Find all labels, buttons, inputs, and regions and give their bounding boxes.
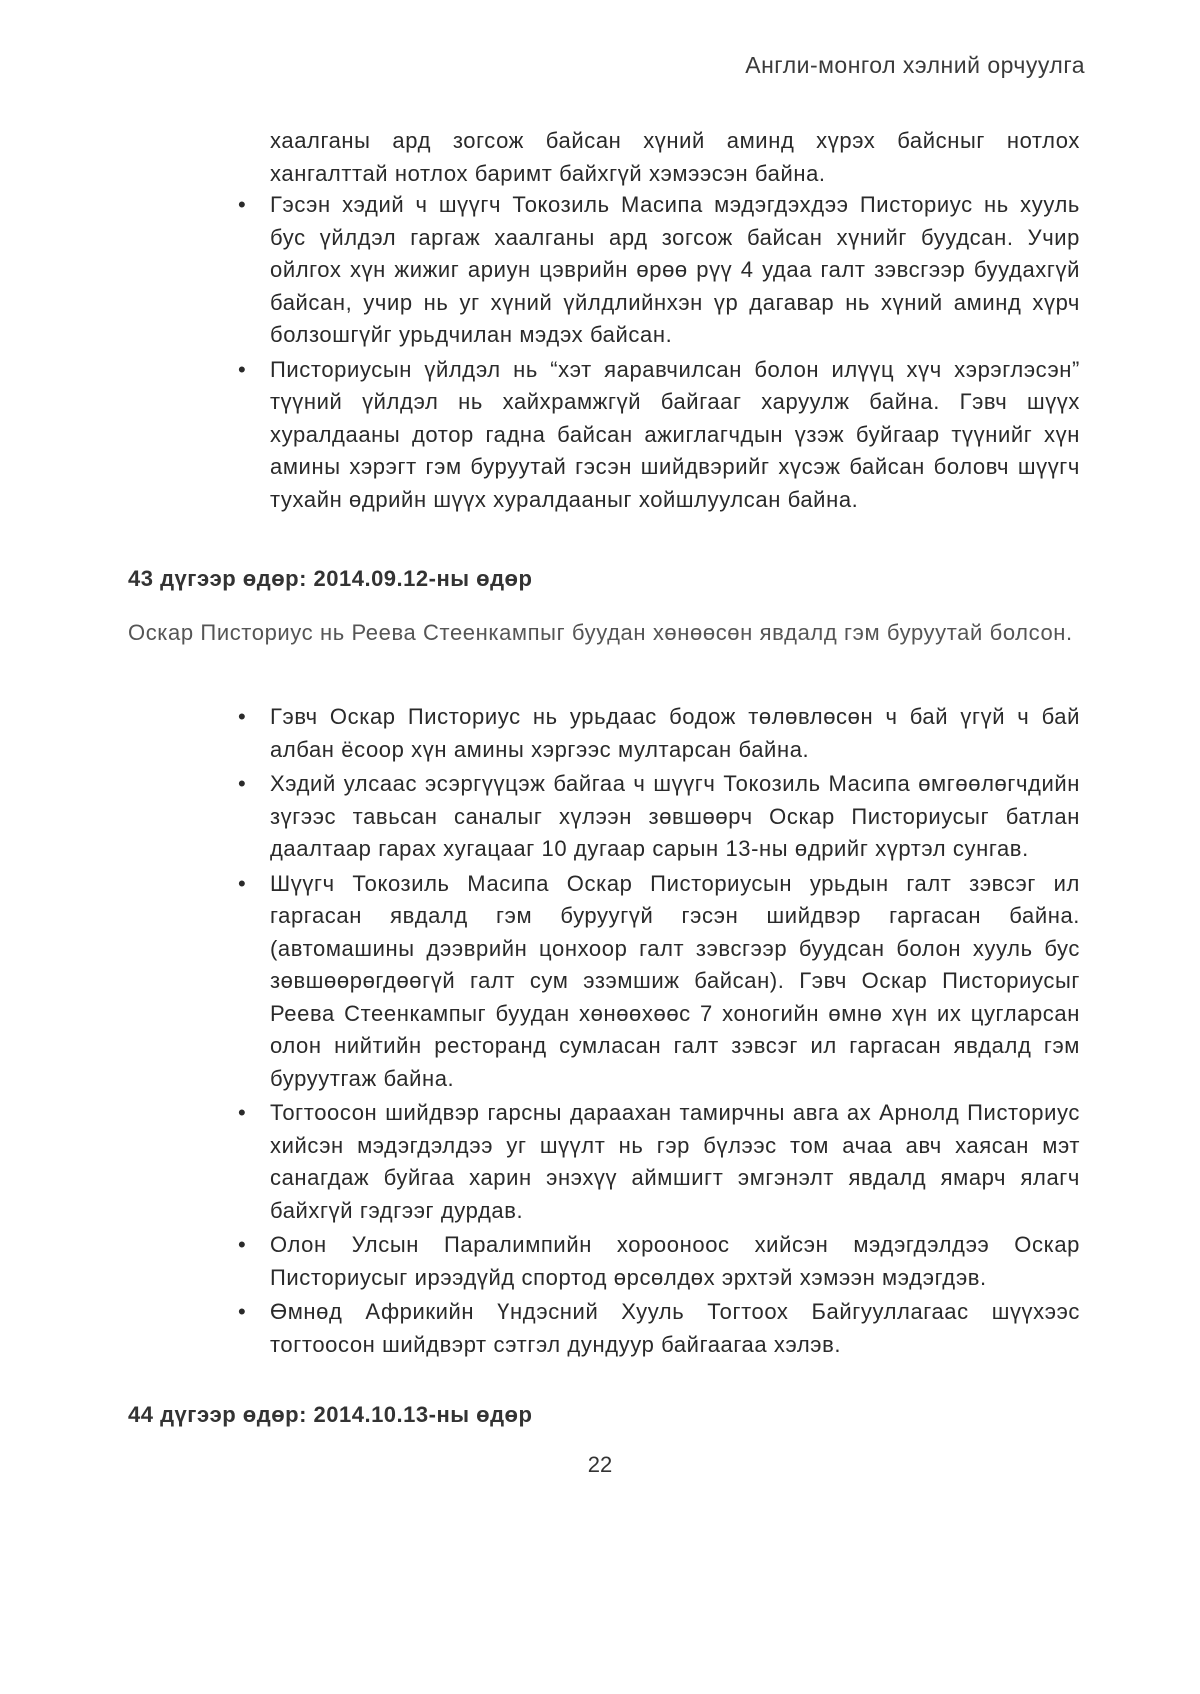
list-item-text: Гэвч Оскар Писториус нь урьдаас бодож төлөвлөсөн ч бай үгүй ч бай албан ёсоор хүн амины хэргээс мултарсан байна. [270, 704, 1080, 762]
section-heading-day-44: 44 дүгээр өдөр: 2014.10.13-ны өдөр [128, 1402, 533, 1427]
bullet-icon: • [238, 192, 247, 217]
list-item [238, 1097, 1080, 1227]
list-item-text: Олон Улсын Паралимпийн хорооноос хийсэн мэдэгдэлдээ Оскар Писториусыг ирээдүйд спортод өрсөлдөх эрхтэй хэмээн мэдэгдэв. [270, 1232, 1080, 1290]
bullet-list-1 [238, 189, 1080, 518]
bullet-icon: • [238, 356, 247, 382]
list-item-text: Хэдий улсаас эсэргүүцэж байгаа ч шүүгч Токозиль Масипа өмгөөлөгчдийн зүгээс тавьсан саналыг хүлээн зөвшөөрч Оскар Писториусыг батлан даалтаар гарах хугацааг 10 дугаар сарын 13-ны өдрийг хүртэл сунгав. [270, 771, 1080, 861]
running-header: Англи-монгол хэлний орчуулга [745, 52, 1085, 78]
list-item [238, 1296, 1080, 1361]
list-item [238, 701, 1080, 766]
bullet-list-2 [238, 701, 1080, 1363]
bullet-icon: • [238, 1299, 247, 1324]
bullet-icon: • [238, 1100, 247, 1125]
section-intro-paragraph: Оскар Писториус нь Реева Стеенкампыг буудан хөнөөсөн явдалд гэм буруутай болсон. [128, 620, 1073, 645]
page-number: 22 [587, 1452, 613, 1477]
bullet-icon: • [238, 1232, 247, 1257]
section-heading-day-43: 43 дүгээр өдөр: 2014.09.12-ны өдөр [128, 566, 533, 591]
continuation-text: хаалганы ард зогсож байсан хүний аминд хүрэх байсныг нотлох хангалттай нотлох баримт байхгүй хэмээсэн байна. [270, 128, 1080, 186]
list-item [238, 354, 1080, 517]
list-item [238, 1229, 1080, 1294]
list-item-text: Писториусын үйлдэл нь “хэт яаравчилсан болон илүүц хүч хэрэглэсэн” түүний үйлдэл нь хайхрамжгүй байгааг харуулж байна. Гэвч шүүх хуралдааны дотор гадна байсан ажиглагчдын үзэж буйгаар түүнийг хүн амины хэрэгт гэм буруутай гэсэн шийдвэрийг хүсэж байсан боловч шүүгч тухайн өдрийн шүүх хуралдааныг хойшлуулсан байна. [270, 356, 1080, 512]
bullet-icon: • [238, 704, 247, 729]
list-item-text: Гэсэн хэдий ч шүүгч Токозиль Масипа мэдэгдэхдээ Писториус нь хууль бус үйлдэл гаргаж хаалганы ард зогсож байсан хүнийг буудсан. Учир ойлгох хүн жижиг ариун цэврийн өрөө рүү 4 удаа галт зэвсгээр буудахгүй байсан, учир нь уг хүний үйлдлийнхэн үр дагавар нь хүний аминд хүрч болзошгүйг урьдчилан мэдэх байсан. [270, 192, 1080, 347]
list-item [238, 868, 1080, 1096]
list-item-text: Шүүгч Токозиль Масипа Оскар Писториусын урьдын галт зэвсэг ил гаргасан явдалд гэм буруугүй гэсэн шийдвэр гаргасан байна. (автомашины дээврийн цонхоор галт зэвсгээр буудсан болон хууль бус зөвшөөрөгдөөгүй галт сум эзэмшиж байсан). Гэвч Оскар Писториусыг Реева Стеенкампыг буудан хөнөөхөөс 7 хоногийн өмнө хүн их цугларсан олон нийтийн ресторанд сумласан галт зэвсэг ил гаргасан явдалд гэм буруутгаж байна. [270, 870, 1080, 1091]
bullet-icon: • [238, 771, 247, 796]
list-item [238, 768, 1080, 866]
list-item-text: Өмнөд Африкийн Үндэсний Хууль Тогтоох Байгууллагаас шүүхээс тогтоосон шийдвэрт сэтгэл дундуур байгаагаа хэлэв. [270, 1299, 1080, 1357]
list-item-text: Тогтоосон шийдвэр гарсны дараахан тамирчны авга ах Арнолд Писториус хийсэн мэдэгдэлдээ уг шүүлт нь гэр бүлээс том ачаа авч хаясан мэт санагдаж буйгаа харин энэхүү аймшигт эмгэнэлт явдалд ямарч ялагч байхгүй гэдгээг дурдав. [270, 1100, 1080, 1223]
list-item [238, 189, 1080, 352]
bullet-icon: • [238, 870, 247, 896]
